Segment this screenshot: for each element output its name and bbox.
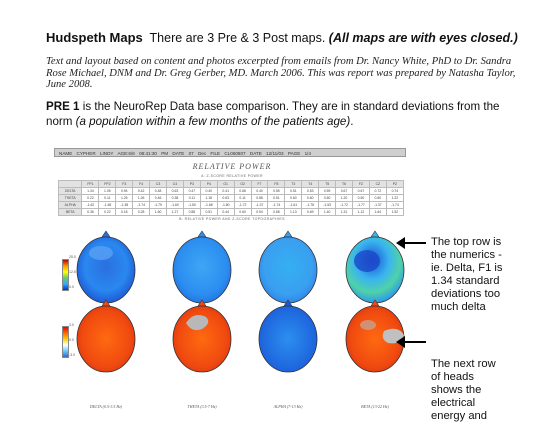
arrow-top-icon — [396, 237, 428, 249]
page-title — [46, 30, 518, 45]
zscore-cell: 1.13 — [285, 209, 302, 216]
zscore-cell: 0.36 — [82, 209, 99, 216]
zscore-cell: 0.11 — [99, 195, 116, 202]
zscore-cell: 0.55 — [268, 188, 285, 195]
zscore-cell: 1.12 — [352, 209, 369, 216]
zscore-column-header: T4 — [302, 181, 319, 188]
zscore-cell: 0.18 — [116, 209, 133, 216]
topography-heads — [46, 143, 418, 421]
zscore-cell: 1.18 — [200, 195, 217, 202]
zscore-column-header: F4 — [133, 181, 150, 188]
zscore-cell: 0.48 — [150, 188, 167, 195]
zscore-cell: 0.88 — [183, 209, 200, 216]
note-top-row: The top row is the numerics - ie. Delta, F1 is 1.34 standard deviations too much delta — [431, 236, 503, 313]
zscore-cell: 0.41 — [217, 188, 234, 195]
zscore-cell: 1.31 — [336, 209, 353, 216]
head-delta-bottom — [77, 300, 135, 372]
head-delta-top — [77, 231, 135, 303]
zscore-cell: 0.67 — [336, 188, 353, 195]
zscore-cell: -1.53 — [319, 202, 336, 209]
scale-tick-label: 0.0 — [69, 285, 74, 289]
zscore-cell: -1.78 — [302, 202, 319, 209]
zscore-row-label: DELTA — [59, 188, 82, 195]
zscore-column-header: P4 — [200, 181, 217, 188]
zscore-cell: 0.63 — [217, 195, 234, 202]
zscore-cell: 0.94 — [116, 188, 133, 195]
zscore-cell: 0.67 — [352, 188, 369, 195]
zscore-cell: 0.60 — [319, 195, 336, 202]
zscore-cell: 0.22 — [82, 195, 99, 202]
zscore-cell: 1.52 — [386, 209, 403, 216]
zscore-cell: -1.68 — [200, 202, 217, 209]
zscore-cell: 1.22 — [386, 195, 403, 202]
zscore-cell: -1.80 — [217, 202, 234, 209]
zscore-cell: -1.72 — [336, 202, 353, 209]
zscore-cell: 0.60 — [302, 195, 319, 202]
zscore-cell: 0.22 — [99, 209, 116, 216]
zscore-cell: -1.74 — [268, 202, 285, 209]
zscore-cell: 0.88 — [251, 195, 268, 202]
scale-tick-label: -3.0 — [69, 353, 76, 357]
pre1-label: PRE 1 — [46, 100, 80, 113]
zscore-column-header: F7 — [251, 181, 268, 188]
zscore-cell: 0.68 — [268, 209, 285, 216]
zscore-row-label: ALPHA — [59, 202, 82, 209]
zscore-cell: -1.38 — [116, 202, 133, 209]
zscore-cell: -1.61 — [285, 202, 302, 209]
zscore-cell: 0.51 — [200, 209, 217, 216]
report-title: RELATIVE POWER — [192, 162, 272, 171]
zscore-cell: -1.62 — [82, 202, 99, 209]
head-theta-bottom — [173, 300, 231, 372]
zscore-cell: 0.74 — [386, 188, 403, 195]
zscore-column-header: CZ — [369, 181, 386, 188]
zscore-cell: 1.64 — [369, 209, 386, 216]
zscore-cell: 0.51 — [285, 188, 302, 195]
zscore-column-header: O1 — [217, 181, 234, 188]
zscore-column-header: FP2 — [99, 181, 116, 188]
zscore-cell: 1.27 — [167, 209, 184, 216]
zscore-cell: 0.46 — [150, 195, 167, 202]
zscore-cell: 1.05 — [99, 188, 116, 195]
zscore-cell: 0.11 — [183, 195, 200, 202]
zscore-cell: 0.40 — [200, 188, 217, 195]
table-caption: A: Z-SCORE RELATIVE POWER — [201, 174, 263, 178]
arrow-bottom-icon — [396, 336, 428, 348]
zscore-cell: 0.59 — [319, 188, 336, 195]
band-label-delta: DELTA (0.5-3.5 Hz) — [89, 404, 123, 409]
zscore-column-header: PZ — [386, 181, 403, 188]
zscore-cell: 0.54 — [251, 209, 268, 216]
zscore-cell: 0.47 — [183, 188, 200, 195]
band-label-beta: BETA (13-22 Hz) — [361, 404, 389, 409]
zscore-cell: 0.42 — [133, 188, 150, 195]
zscore-column-header: F8 — [268, 181, 285, 188]
title-bold: Hudspeth Maps — [46, 30, 143, 45]
note-next-row: The next row of heads shows the electrical energy and — [431, 358, 496, 422]
zscore-column-header: O2 — [234, 181, 251, 188]
zscore-cell: 0.51 — [268, 195, 285, 202]
pre1-end: . — [350, 114, 354, 128]
zscore-cell: 0.72 — [369, 188, 386, 195]
report-header-bar: NAME CYPHER LINDY AGE:6/6 08:41:30 PM DATE 07 Dec FILE CL060807 DATE 12/11/03 PAGE 1/4 — [54, 148, 406, 157]
zscore-cell: 0.38 — [167, 195, 184, 202]
zscore-cell: -1.50 — [183, 202, 200, 209]
zscore-cell: 1.26 — [133, 195, 150, 202]
zscore-cell: 1.40 — [319, 209, 336, 216]
head-alpha-top — [259, 231, 317, 303]
head-theta-top — [173, 231, 231, 303]
zscore-cell: 1.60 — [150, 209, 167, 216]
title-text: There are 3 Pre & 3 Post maps. — [149, 31, 326, 45]
zscore-cell: 0.50 — [352, 195, 369, 202]
zscore-column-header: T6 — [336, 181, 353, 188]
zscore-column-header: FZ — [352, 181, 369, 188]
zscore-cell: -1.48 — [99, 202, 116, 209]
zscore-column-header: C4 — [167, 181, 184, 188]
zscore-cell: -1.74 — [386, 202, 403, 209]
zscore-cell: 1.20 — [336, 195, 353, 202]
zscore-cell: 0.40 — [251, 188, 268, 195]
zscore-cell: 0.60 — [234, 209, 251, 216]
zscore-cell: 0.44 — [217, 209, 234, 216]
zscore-cell: 0.63 — [167, 188, 184, 195]
zscore-cell: -1.74 — [133, 202, 150, 209]
pre1-text: is the NeuroRep Data base comparison. They are in standard deviations from the norm — [46, 100, 500, 128]
pre1-italic: (a population within a few months of the patients age) — [75, 114, 351, 128]
zscore-cell: -1.60 — [167, 202, 184, 209]
zscore-cell: -1.79 — [150, 202, 167, 209]
pre1-paragraph — [46, 100, 516, 129]
title-emphasis: (All maps are with eyes closed.) — [328, 31, 518, 45]
zscore-cell: 0.28 — [133, 209, 150, 216]
zscore-cell: 1.25 — [116, 195, 133, 202]
zscore-column-header: T3 — [285, 181, 302, 188]
zscore-column-header: F3 — [116, 181, 133, 188]
topo-caption: B: RELATIVE POWER AND Z-SCORE TOPOGRAPHIES — [179, 217, 285, 221]
head-alpha-bottom — [259, 300, 317, 372]
zscore-cell: -1.37 — [251, 202, 268, 209]
zscore-cell: 0.69 — [302, 209, 319, 216]
zscore-row-label: THETA — [59, 195, 82, 202]
neurorep-report-image — [46, 143, 418, 421]
credit-paragraph: Text and layout based on content and photos excerpted from emails from Dr. Nancy White, PhD to Dr. Sandra Rose Michael, DNM and Dr. Greg Gerber, MD. March 2006. This was report was prepared by Natasha Taylor, June 2008. — [46, 56, 516, 90]
zscore-cell: 0.60 — [369, 195, 386, 202]
scale-tick-label: 25.0 — [69, 255, 76, 259]
scale-tick-label: 0.0 — [69, 338, 74, 342]
zscore-column-header: FP1 — [82, 181, 99, 188]
zscore-cell: 1.34 — [82, 188, 99, 195]
zscore-cell: -1.72 — [234, 202, 251, 209]
band-label-theta: THETA (3.5-7 Hz) — [187, 404, 217, 409]
zscore-cell: 0.53 — [302, 188, 319, 195]
zscore-cell: -1.77 — [352, 202, 369, 209]
zscore-cell: 0.11 — [234, 195, 251, 202]
zscore-column-header: T5 — [319, 181, 336, 188]
zscore-cell: 0.60 — [285, 195, 302, 202]
zscore-cell: 0.66 — [234, 188, 251, 195]
zscore-column-header: P3 — [183, 181, 200, 188]
zscore-column-header: C3 — [150, 181, 167, 188]
zscore-cell: -1.37 — [369, 202, 386, 209]
scale-tick-label: 12.5 — [69, 270, 76, 274]
scale-tick-label: 3.0 — [69, 323, 74, 327]
band-label-alpha: ALPHA (7-13 Hz) — [273, 404, 303, 409]
zscore-row-label: BETA — [59, 209, 82, 216]
